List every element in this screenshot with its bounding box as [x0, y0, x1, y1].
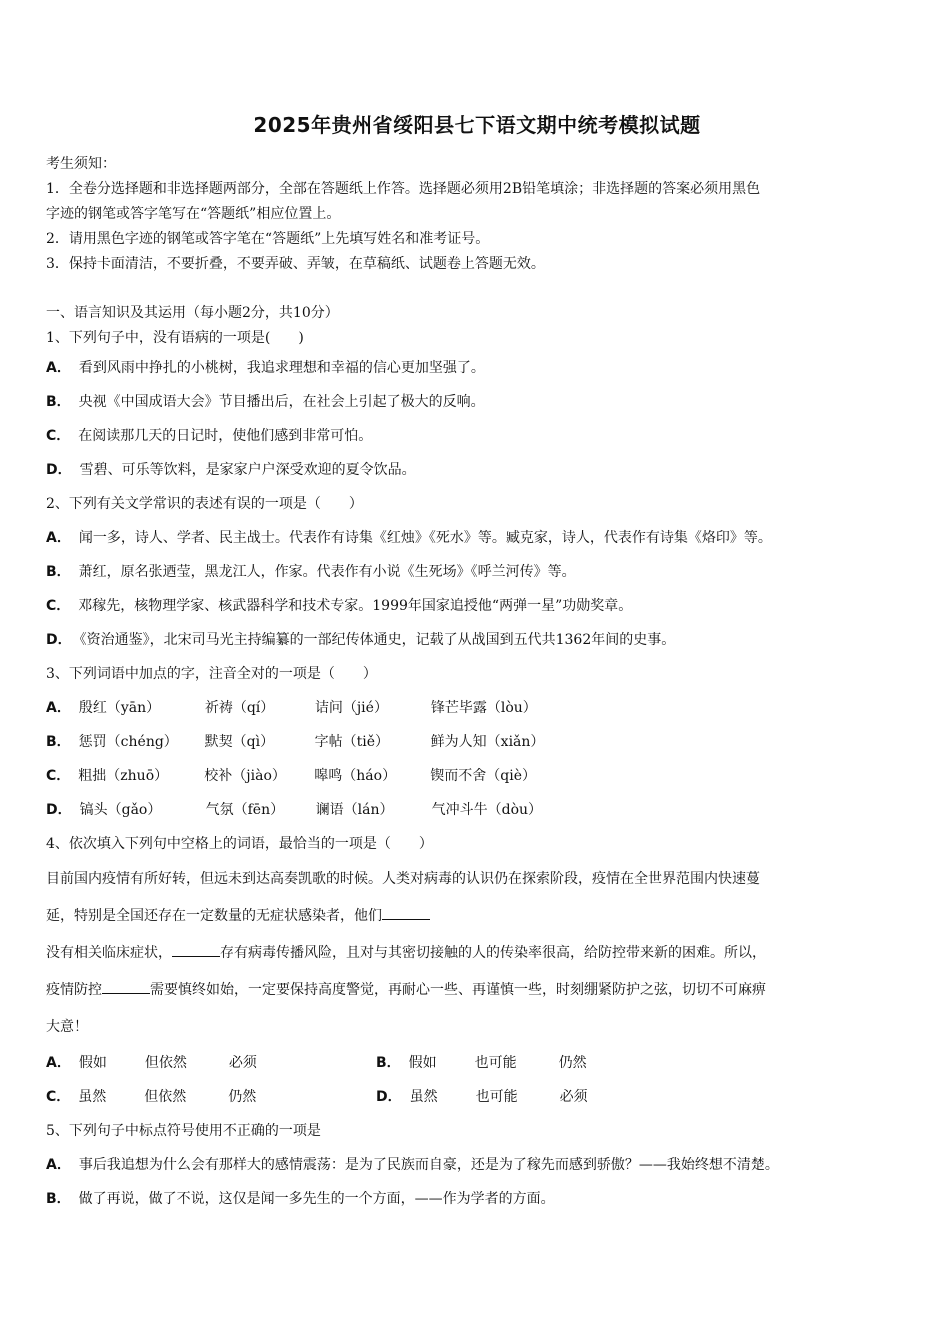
option-a: [46, 1148, 908, 1182]
option-text: 看到风雨中挣扎的小桃树，我追求理想和幸福的信心更加坚强了。: [78, 360, 485, 376]
option-text: 做了再说，做了不说，这仅是闻一多先生的一个方面，——作为学者的方面。: [78, 1191, 555, 1207]
option-label: C．: [46, 1089, 71, 1105]
option-word: 假如: [78, 1055, 107, 1071]
option-label: B．: [46, 564, 71, 580]
option-label: C．: [46, 768, 71, 784]
option-text: 萧红，原名张迺莹，黑龙江人，作家。代表作有小说《生死场》《呼兰河传》等。: [78, 564, 576, 580]
question-1: [46, 326, 908, 487]
option-word: 字帖（tiě）: [314, 734, 390, 750]
passage-line: 目前国内疫情有所好转，但远未到达高奏凯歌的时候。人类对病毒的认识仍在探索阶段，疫情在全世界范围内快速蔓: [46, 871, 760, 887]
option-word: 镐头（gǎo）: [79, 802, 162, 818]
option-a: [46, 691, 908, 725]
option-c: [46, 419, 908, 453]
question-stem: 4、依次填入下列句中空格上的词语，最恰当的一项是（ ）: [46, 836, 433, 852]
question-3: [46, 657, 908, 827]
question-stem: 5、下列句子中标点符号使用不正确的一项是: [46, 1123, 321, 1139]
page-title: 2025年贵州省绥阳县七下语文期中统考模拟试题: [253, 113, 701, 137]
passage-line: 需要慎终如始，一定要保持高度警觉，再耐心一些、再谨慎一些，时刻绷紧防护之弦，切切不可麻痹: [150, 982, 766, 998]
option-row: [46, 1046, 908, 1080]
option-label: B．: [46, 394, 71, 410]
option-word: 默契（qì）: [204, 734, 275, 750]
option-word: 但依然: [144, 1055, 187, 1071]
option-label: C．: [46, 598, 71, 614]
option-d: [46, 793, 908, 827]
option-word: 仍然: [228, 1089, 257, 1105]
option-c: [46, 1080, 376, 1114]
option-word: 校补（jiào）: [204, 768, 286, 784]
option-word: 但依然: [144, 1089, 187, 1105]
notice-item: 1．全卷分选择题和非选择题两部分，全部在答题纸上作答。选择题必须用2B铅笔填涂；非选择题的答案必须用黑色: [46, 181, 761, 197]
question-5: [46, 1114, 908, 1216]
option-word: 诘问（jié）: [314, 700, 388, 716]
option-c: [46, 759, 908, 793]
option-label: D．: [46, 802, 72, 818]
option-text: 闻一多，诗人、学者、民主战士。代表作有诗集《红烛》《死水》等。臧克家，诗人，代表作有诗集《烙印》等。: [78, 530, 772, 546]
option-label: D．: [46, 462, 72, 478]
option-text: 雪碧、可乐等饮料，是家家户户深受欢迎的夏令饮品。: [79, 462, 416, 478]
option-b: [376, 1046, 706, 1080]
option-word: 谰语（lán）: [315, 802, 394, 818]
passage-line: 大意！: [46, 1019, 88, 1035]
option-d: [46, 623, 908, 657]
option-c: [46, 589, 908, 623]
option-word: 虽然: [409, 1089, 438, 1105]
option-label: C．: [46, 428, 71, 444]
option-d: [46, 453, 908, 487]
passage-line: 存有病毒传播风险，且对与其密切接触的人的传染率很高，给防控带来新的困难。所以，: [220, 945, 766, 961]
option-word: 必须: [228, 1055, 257, 1071]
option-word: 鲜为人知（xiǎn）: [430, 734, 545, 750]
option-word: 也可能: [474, 1055, 517, 1071]
section-heading: 一、语言知识及其运用（每小题2分，共10分）: [46, 305, 339, 321]
option-word: 也可能: [475, 1089, 518, 1105]
notice-heading: 考生须知：: [46, 156, 116, 172]
answer-blank: [382, 905, 430, 920]
option-word: 惩罚（chéng）: [78, 734, 178, 750]
option-b: [46, 725, 908, 759]
option-label: A．: [46, 1055, 71, 1071]
option-word: 嗥鸣（háo）: [314, 768, 397, 784]
option-b: [46, 1182, 908, 1216]
option-label: B．: [376, 1055, 401, 1071]
notice-item: 字迹的钢笔或答字笔写在“答题纸”相应位置上。: [46, 206, 341, 222]
answer-blank: [102, 979, 150, 994]
passage: [46, 861, 908, 1046]
question-stem: 3、下列词语中加点的字，注音全对的一项是（ ）: [46, 666, 377, 682]
passage-line: 延，特别是全国还存在一定数量的无症状感染者，他们: [46, 908, 382, 924]
answer-blank: [172, 942, 220, 957]
notice-item: 2．请用黑色字迹的钢笔或答字笔在“答题纸”上先填写姓名和准考证号。: [46, 231, 490, 247]
option-word: 粗拙（zhuō）: [78, 768, 169, 784]
passage-line: 疫情防控: [46, 982, 102, 998]
option-a: [46, 351, 908, 385]
option-word: 虽然: [78, 1089, 107, 1105]
option-label: D．: [46, 632, 72, 648]
option-word: 必须: [559, 1089, 588, 1105]
question-2: [46, 487, 908, 657]
option-word: 殷红（yān）: [78, 700, 161, 716]
exam-page: [46, 110, 908, 1216]
option-b: [46, 385, 908, 419]
option-b: [46, 555, 908, 589]
option-d: [376, 1080, 706, 1114]
option-label: B．: [46, 734, 71, 750]
option-label: A．: [46, 360, 71, 376]
option-word: 祈祷（qí）: [204, 700, 275, 716]
option-row: [46, 1080, 908, 1114]
option-label: A．: [46, 700, 71, 716]
passage-line: 没有相关临床症状，: [46, 945, 172, 961]
option-text: 在阅读那几天的日记时，使他们感到非常可怕。: [78, 428, 373, 444]
question-stem: 2、下列有关文学常识的表述有误的一项是（ ）: [46, 496, 363, 512]
option-text: 事后我追想为什么会有那样大的感情震荡：是为了民族而自豪，还是为了稼先而感到骄傲？——我始终想不清楚。: [78, 1157, 779, 1173]
option-text: 《资治通鉴》，北宋司马光主持编纂的一部纪传体通史，记载了从战国到五代共1362年间的史事。: [79, 632, 676, 648]
option-label: A．: [46, 1157, 71, 1173]
notice: [46, 152, 908, 277]
option-word: 假如: [408, 1055, 437, 1071]
option-text: 邓稼先，核物理学家、核武器科学和技术专家。1999年国家追授他“两弹一星”功勋奖章。: [78, 598, 633, 614]
option-a: [46, 521, 908, 555]
question-4: [46, 827, 908, 1114]
option-word: 气氛（fēn）: [205, 802, 285, 818]
option-word: 锋芒毕露（lòu）: [430, 700, 537, 716]
option-a: [46, 1046, 376, 1080]
option-label: A．: [46, 530, 71, 546]
option-text: 央视《中国成语大会》节目播出后，在社会上引起了极大的反响。: [78, 394, 485, 410]
question-stem: 1、下列句子中，没有语病的一项是( ): [46, 330, 304, 346]
option-label: D．: [376, 1089, 402, 1105]
notice-item: 3．保持卡面清洁，不要折叠，不要弄破、弄皱，在草稿纸、试题卷上答题无效。: [46, 256, 545, 272]
option-label: B．: [46, 1191, 71, 1207]
option-word: 锲而不舍（qiè）: [430, 768, 537, 784]
option-word: 气冲斗牛（dòu）: [431, 802, 543, 818]
option-word: 仍然: [558, 1055, 587, 1071]
